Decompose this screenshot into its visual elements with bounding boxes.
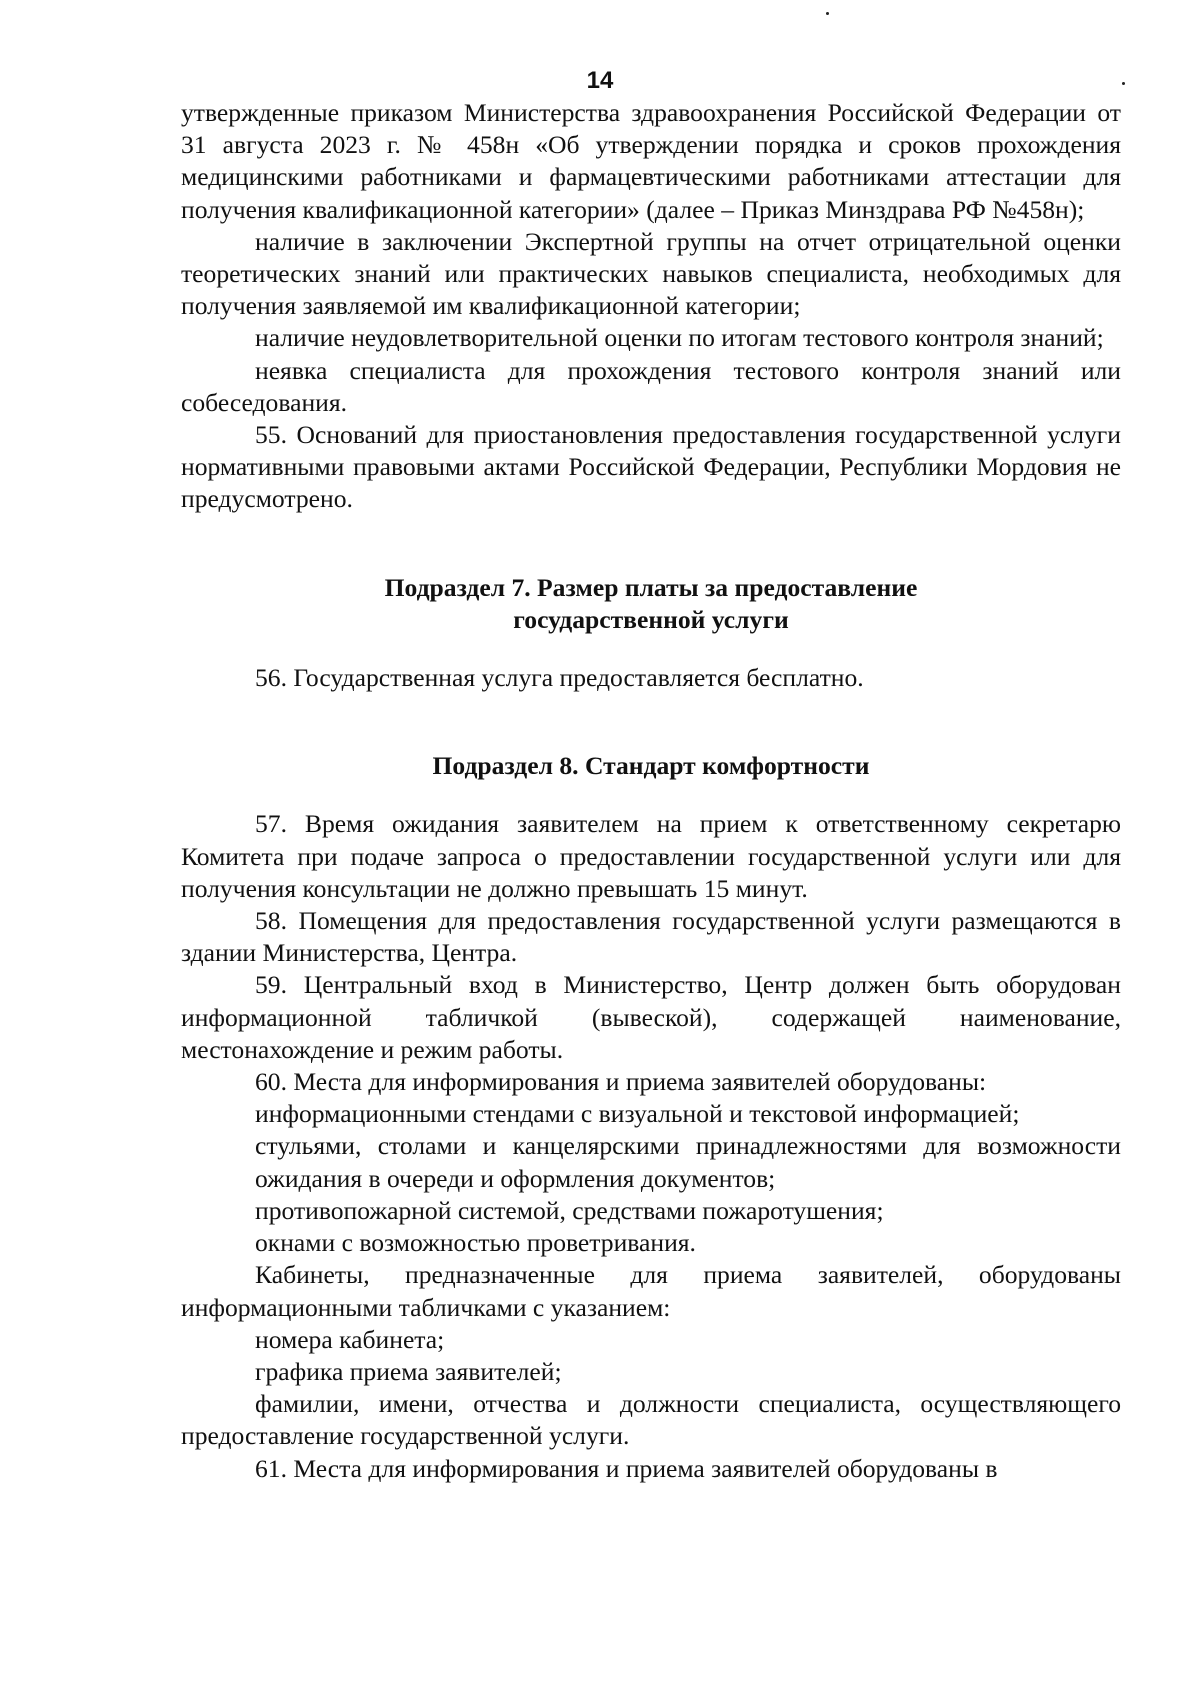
list-item-60-windows: окнами с возможностью проветривания. (255, 1228, 696, 1258)
paragraph-59: 59. Центральный вход в Министерство, Центр должен быть оборудован информационной табличкой (вывеской), содержащей наименование, местонахождение и режим работы. (181, 970, 1121, 1064)
scan-speck (826, 12, 829, 15)
paragraph-expert-conclusion: наличие в заключении Экспертной группы на отчет отрицательной оценки теоретических знаний или практических навыков специалиста, необходимых для получения заявляемой им квалификационной категории; (181, 226, 1121, 321)
heading-subsection-7-line2: государственной услуги (513, 604, 789, 634)
paragraph-60: 60. Места для информирования и приема заявителей оборудованы: (255, 1067, 987, 1097)
paragraph-order-reference: утвержденные приказом Министерства здравоохранения Российской Федерации от 31 августа 2023 г. № 458н «Об утверждении порядка и сроков прохождения медицинскими работниками и фармацевтическими работниками аттестации для получения квалификационной категории» (далее – Приказ Минздрава РФ №458н); (181, 98, 1121, 224)
paragraph-57: 57. Время ожидания заявителем на прием к ответственному секретарю Комитета при подаче запроса о предоставлении государственной услуги или для получения консультации не должно превышать 15 минут. (181, 809, 1121, 903)
heading-subsection-7-line1: Подраздел 7. Размер платы за предоставление (384, 572, 918, 602)
paragraph-61: 61. Места для информирования и приема заявителей оборудованы в (255, 1453, 998, 1483)
list-item-60-stands: информационными стендами с визуальной и текстовой информацией; (255, 1099, 1020, 1129)
scan-speck (1122, 82, 1125, 85)
list-item-60-fire: противопожарной системой, средствами пожаротушения; (255, 1195, 884, 1225)
heading-subsection-8: Подраздел 8. Стандарт комфортности (432, 751, 870, 781)
paragraph-absence: неявка специалиста для прохождения тестового контроля знаний или собеседования. (181, 355, 1121, 417)
paragraph-55: 55. Оснований для приостановления предоставления государственной услуги нормативными правовыми актами Российской Федерации, Республики Мордовия не предусмотрено. (181, 420, 1121, 514)
paragraph-cabinets: Кабинеты, предназначенные для приема заявителей, оборудованы информационными табличками с указанием: (181, 1260, 1121, 1322)
page-number: 14 (586, 67, 614, 94)
list-item-60-chairs: стульями, столами и канцелярскими принадлежностями для возможности ожидания в очереди и оформления документов; (255, 1131, 1121, 1193)
list-item-cabinet-schedule: графика приема заявителей; (255, 1356, 562, 1386)
document-body (181, 97, 1121, 1485)
paragraph-test-result: наличие неудовлетворительной оценки по итогам тестового контроля знаний; (255, 323, 1104, 353)
list-item-cabinet-number: номера кабинета; (255, 1324, 445, 1354)
paragraph-56: 56. Государственная услуга предоставляется бесплатно. (255, 663, 864, 693)
list-item-cabinet-specialist: фамилии, имени, отчества и должности специалиста, осуществляющего предоставление государственной услуги. (181, 1389, 1121, 1451)
paragraph-58: 58. Помещения для предоставления государственной услуги размещаются в здании Министерства, Центра. (181, 906, 1121, 968)
